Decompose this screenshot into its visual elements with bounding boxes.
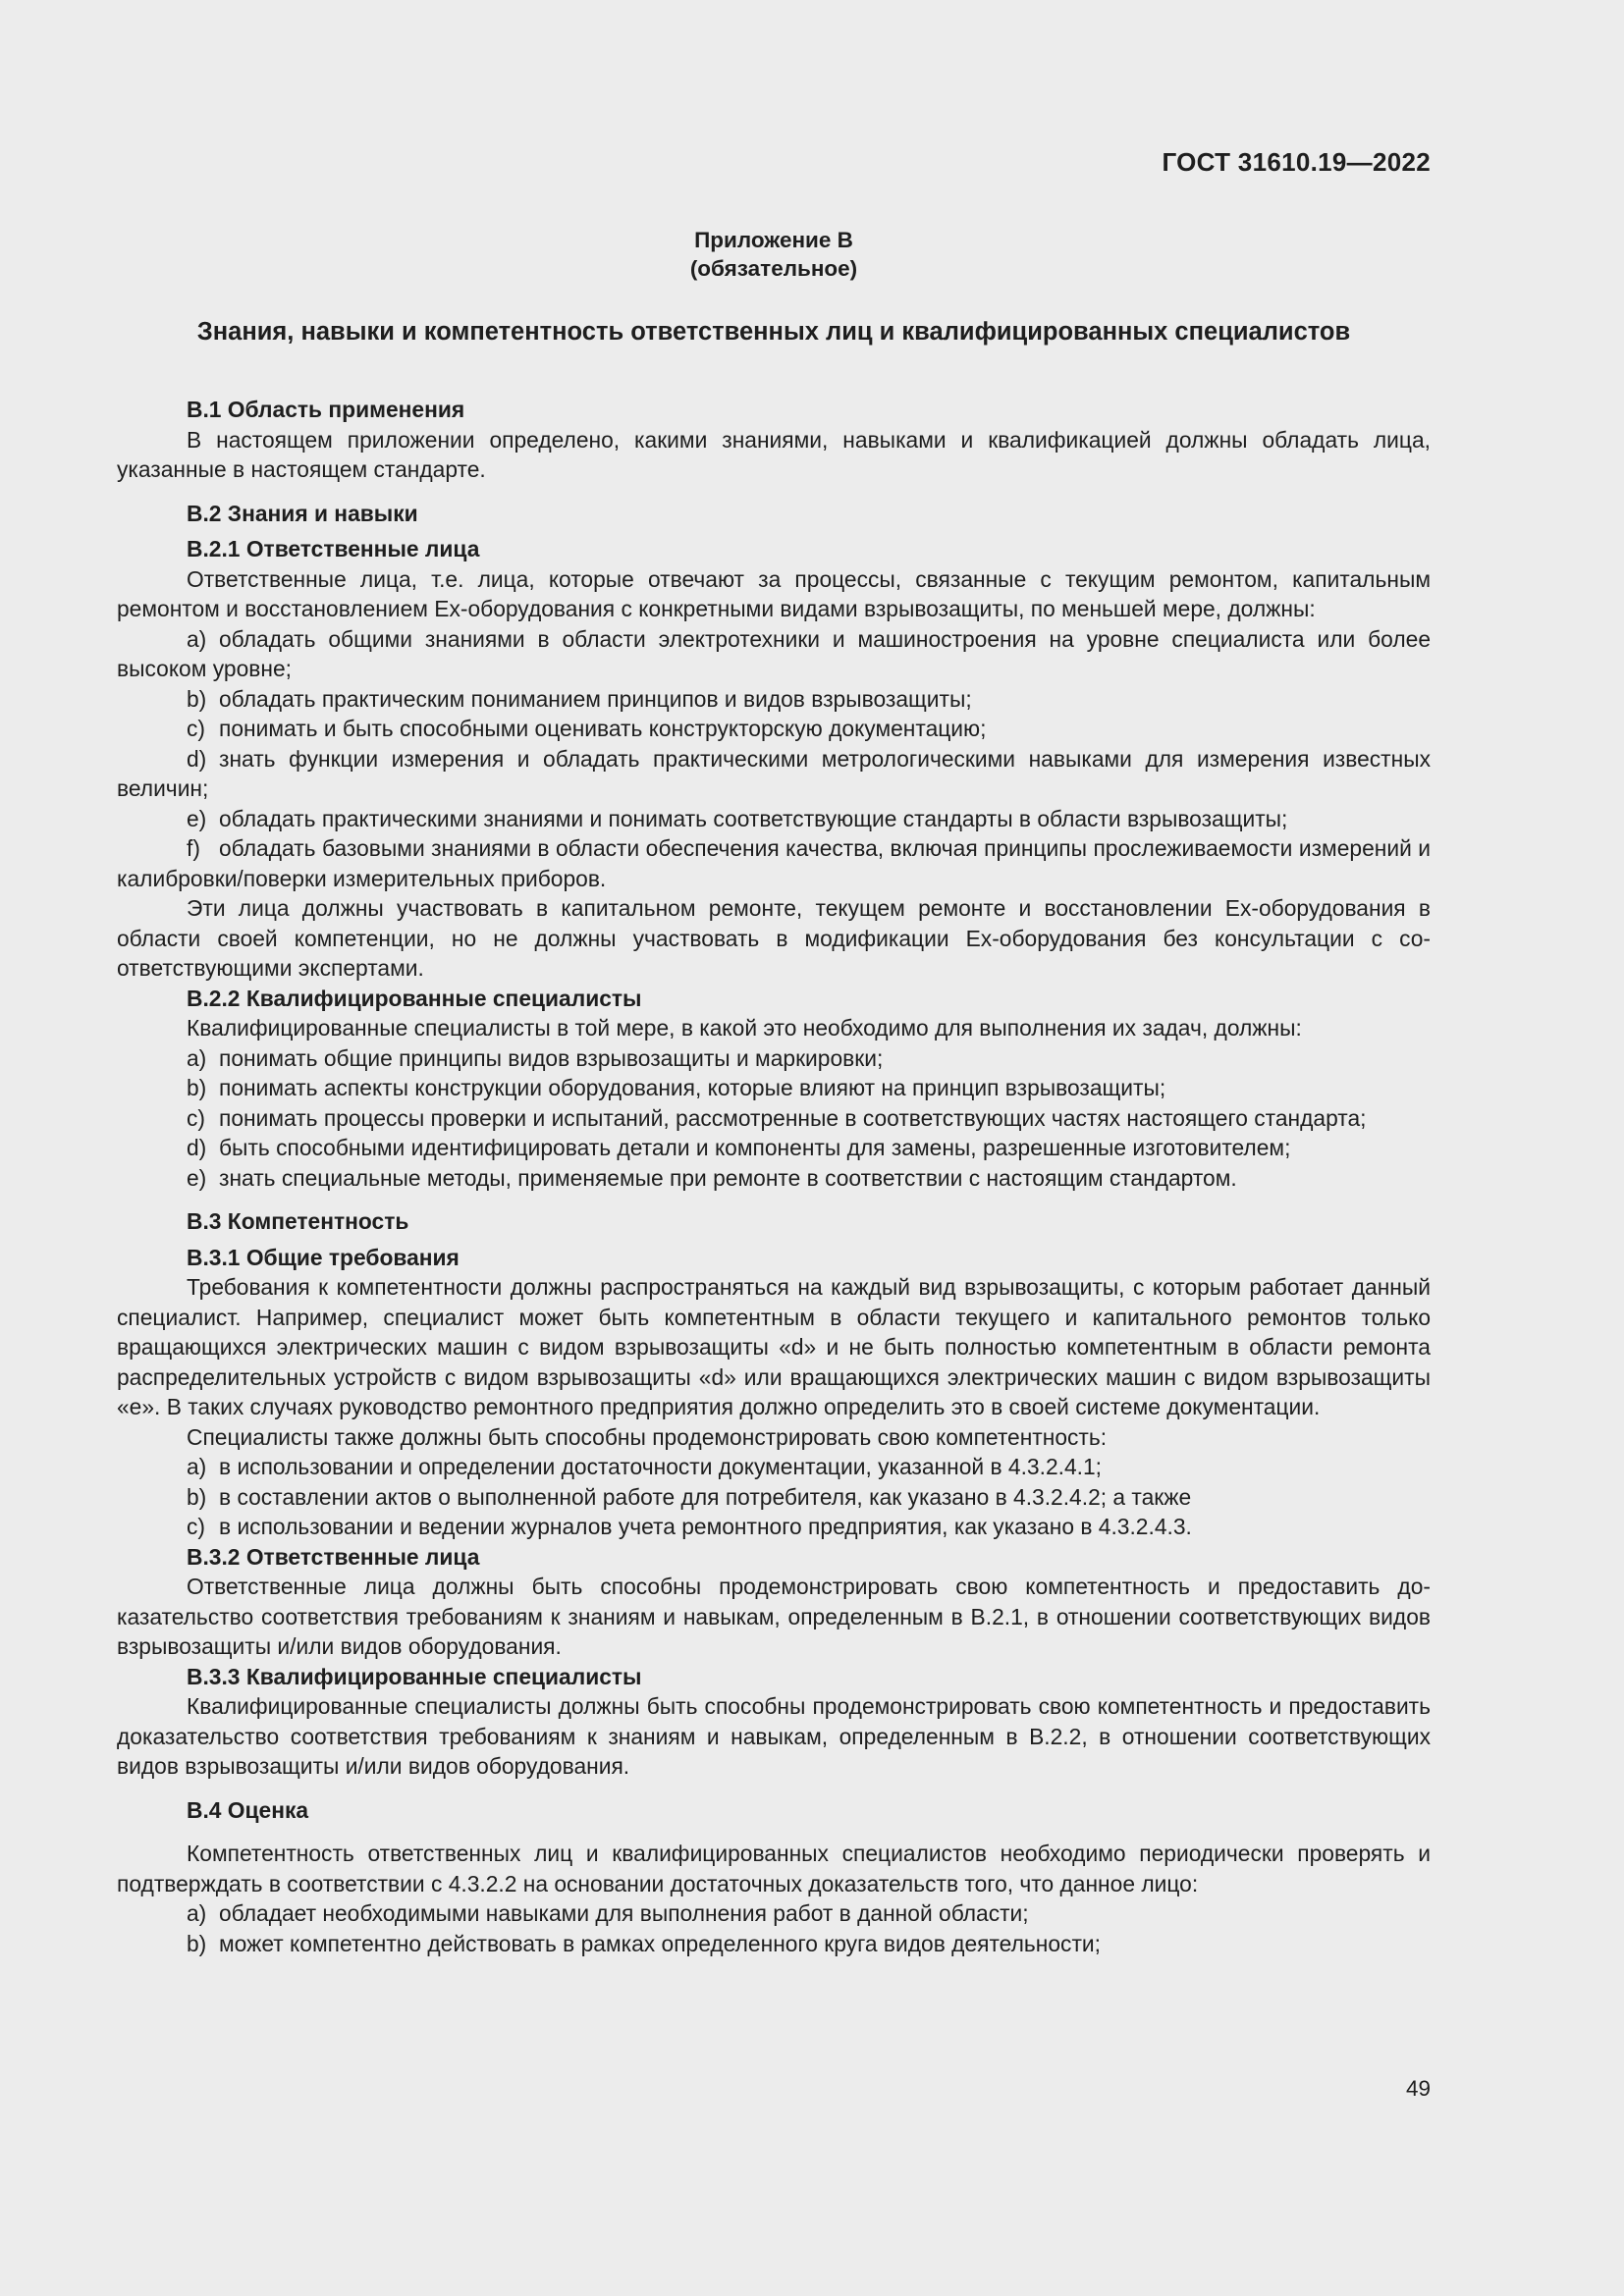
- list-item-text: понимать и быть способными оценивать конструкторскую документацию;: [219, 716, 987, 741]
- appendix-label: [0, 226, 1547, 283]
- paragraph: Квалифицированные специалисты в той мере, в какой это необходимо для выполнения их задач, должны:: [187, 1015, 1302, 1041]
- subsection-heading-b31: В.3.1 Общие требования: [187, 1244, 460, 1270]
- document-body: [117, 395, 1431, 1958]
- list-item-text: в составлении актов о выполненной работе для потребителя, как указано в 4.3.2.4.2; а также: [219, 1483, 1192, 1510]
- paragraph: Требования к компетентности должны распространяться на каждый вид взрывозащиты, с которым работает данный специалист. Например, специалист может быть компетентным в области текущего и капитального ремонтов только вращающихся электрических машин с видом взрывозащиты «d» и не быть полностью компетентным в области ремонта распределительных устройств с видом взрывозащиты «d» или вращающихся электрических машин с видом взрывозащиты «е». В таких случаях руководство ремонтного предприятия должно определить это в своей системе документации.: [117, 1274, 1431, 1419]
- subsection-heading-b33: В.3.3 Квалифицированные специалисты: [187, 1663, 642, 1689]
- subsection-heading-b32: В.3.2 Ответственные лица: [187, 1543, 480, 1570]
- paragraph: В настоящем приложении определено, какими знаниями, навыками и квалификацией должны обладать лица, указанные в настоящем стандарте.: [117, 426, 1431, 482]
- paragraph: Ответственные лица, т.е. лица, которые отвечают за процессы, связанные с текущим ремонтом, капитальным ремонтом и восстановлением Ex-оборудования с конкретными видами взрывозащиты, по меньшей мере, должны:: [117, 565, 1431, 621]
- section-heading-b1: В.1 Область применения: [187, 397, 465, 422]
- list-item: [117, 1163, 1431, 1194]
- list-item: [117, 714, 1431, 744]
- list-item-text: обладает необходимыми навыками для выполнения работ в данной области;: [219, 1900, 1029, 1926]
- paragraph: Ответственные лица должны быть способны продемонстрировать свою компетентность и предоставить доказательство соответствия требованиям к знаниям и навыкам, определенным в В.2.1, в отношении соответствующих видов взрывозащиты и/или видов оборудования.: [117, 1574, 1431, 1659]
- list-marker: с): [187, 1514, 205, 1539]
- list-item-text: может компетентно действовать в рамках определенного круга видов деятельности;: [219, 1930, 1101, 1956]
- list-marker: а): [187, 1454, 207, 1479]
- list-item: [117, 624, 1431, 684]
- list-item: [117, 1482, 1431, 1513]
- list-item: [117, 684, 1431, 715]
- list-item-text: понимать аспекты конструкции оборудования, которые влияют на принцип взрывозащиты;: [219, 1075, 1166, 1100]
- list-item: [117, 1103, 1431, 1134]
- list-marker: b): [187, 1483, 207, 1510]
- subsection-heading-b21: В.2.1 Ответственные лица: [187, 536, 480, 561]
- document-title: Знания, навыки и компетентность ответственных лиц и квалифицированных специалистов: [196, 318, 1351, 346]
- list-item: [117, 1512, 1431, 1542]
- paragraph: Квалифицированные специалисты должны быть способны продемонстрировать свою компетентность и предоставить доказательство соответствия требованиям к знаниям и навыкам, определенным в В.2.2, в отношении соответствующих видов взрывозащиты и/или видов оборудования.: [117, 1693, 1431, 1779]
- list-marker: b): [187, 1930, 207, 1956]
- appendix-status: (обязательное): [689, 256, 858, 281]
- list-item: [117, 1929, 1431, 1959]
- subsection-heading-b22: В.2.2 Квалифицированные специалисты: [187, 985, 642, 1011]
- list-marker: d): [187, 745, 207, 772]
- list-item: [117, 1133, 1431, 1163]
- list-item: [117, 833, 1431, 893]
- list-marker: f): [187, 835, 200, 861]
- list-item-text: понимать процессы проверки и испытаний, рассмотренные в соответствующих частях настоящего стандарта;: [219, 1104, 1367, 1131]
- appendix-title: Приложение В: [694, 228, 853, 252]
- list-marker: е): [187, 1164, 207, 1191]
- list-item: [117, 804, 1431, 834]
- list-item-text: в использовании и определении достаточности документации, указанной в 4.3.2.4.1;: [219, 1454, 1102, 1479]
- list-item: [117, 1043, 1431, 1074]
- list-marker: а): [187, 625, 207, 652]
- paragraph: Компетентность ответственных лиц и квалифицированных специалистов необходимо периодически проверять и подтверждать в соответствии с 4.3.2.2 на основании достаточных доказательств того, что данное лицо:: [117, 1841, 1431, 1896]
- list-marker: е): [187, 805, 207, 831]
- section-heading-b3: В.3 Компетентность: [187, 1208, 409, 1234]
- section-heading-b2: В.2 Знания и навыки: [187, 500, 418, 526]
- paragraph: Эти лица должны участвовать в капитальном ремонте, текущем ремонте и восстановлении Ex-оборудования в области своей компетенции, но не должны участвовать в модификации Ex-оборудования без консультации с соответствующими экспертами.: [117, 895, 1431, 981]
- list-item-text: в использовании и ведении журналов учета ремонтного предприятия, как указано в 4.3.2.4.3.: [219, 1514, 1192, 1539]
- list-item-text: знать специальные методы, применяемые при ремонте в соответствии с настоящим стандартом.: [219, 1164, 1237, 1191]
- list-item-text: обладать общими знаниями в области электротехники и машиностроения на уровне специалиста или более высоком уровне;: [117, 625, 1431, 681]
- list-item: [117, 1898, 1431, 1929]
- list-marker: а): [187, 1900, 207, 1926]
- section-heading-b4: В.4 Оценка: [187, 1796, 309, 1823]
- list-marker: с): [187, 716, 205, 741]
- list-marker: b): [187, 1075, 207, 1100]
- list-marker: d): [187, 1135, 207, 1160]
- list-item-text: обладать практическим пониманием принципов и видов взрывозащиты;: [219, 685, 972, 712]
- paragraph: Специалисты также должны быть способны продемонстрировать свою компетентность:: [187, 1423, 1108, 1450]
- standard-code: ГОСТ 31610.19—2022: [1162, 147, 1431, 177]
- page-number: 49: [1405, 2076, 1431, 2101]
- list-item-text: понимать общие принципы видов взрывозащиты и маркировки;: [219, 1044, 884, 1071]
- list-item-text: знать функции измерения и обладать практическими метрологическими навыками для измерения известных величин;: [117, 745, 1431, 801]
- list-item-text: быть способными идентифицировать детали и компоненты для замены, разрешенные изготовителем;: [219, 1135, 1291, 1160]
- list-item: [117, 1452, 1431, 1482]
- list-item: [117, 1073, 1431, 1103]
- list-item-text: обладать практическими знаниями и понимать соответствующие стандарты в области взрывозащиты;: [219, 805, 1288, 831]
- list-marker: с): [187, 1104, 205, 1131]
- list-marker: а): [187, 1044, 207, 1071]
- list-item-text: обладать базовыми знаниями в области обеспечения качества, включая принципы прослеживаемости измерений и калибровки/поверки измерительных приборов.: [117, 835, 1431, 891]
- list-marker: b): [187, 685, 207, 712]
- list-item: [117, 744, 1431, 804]
